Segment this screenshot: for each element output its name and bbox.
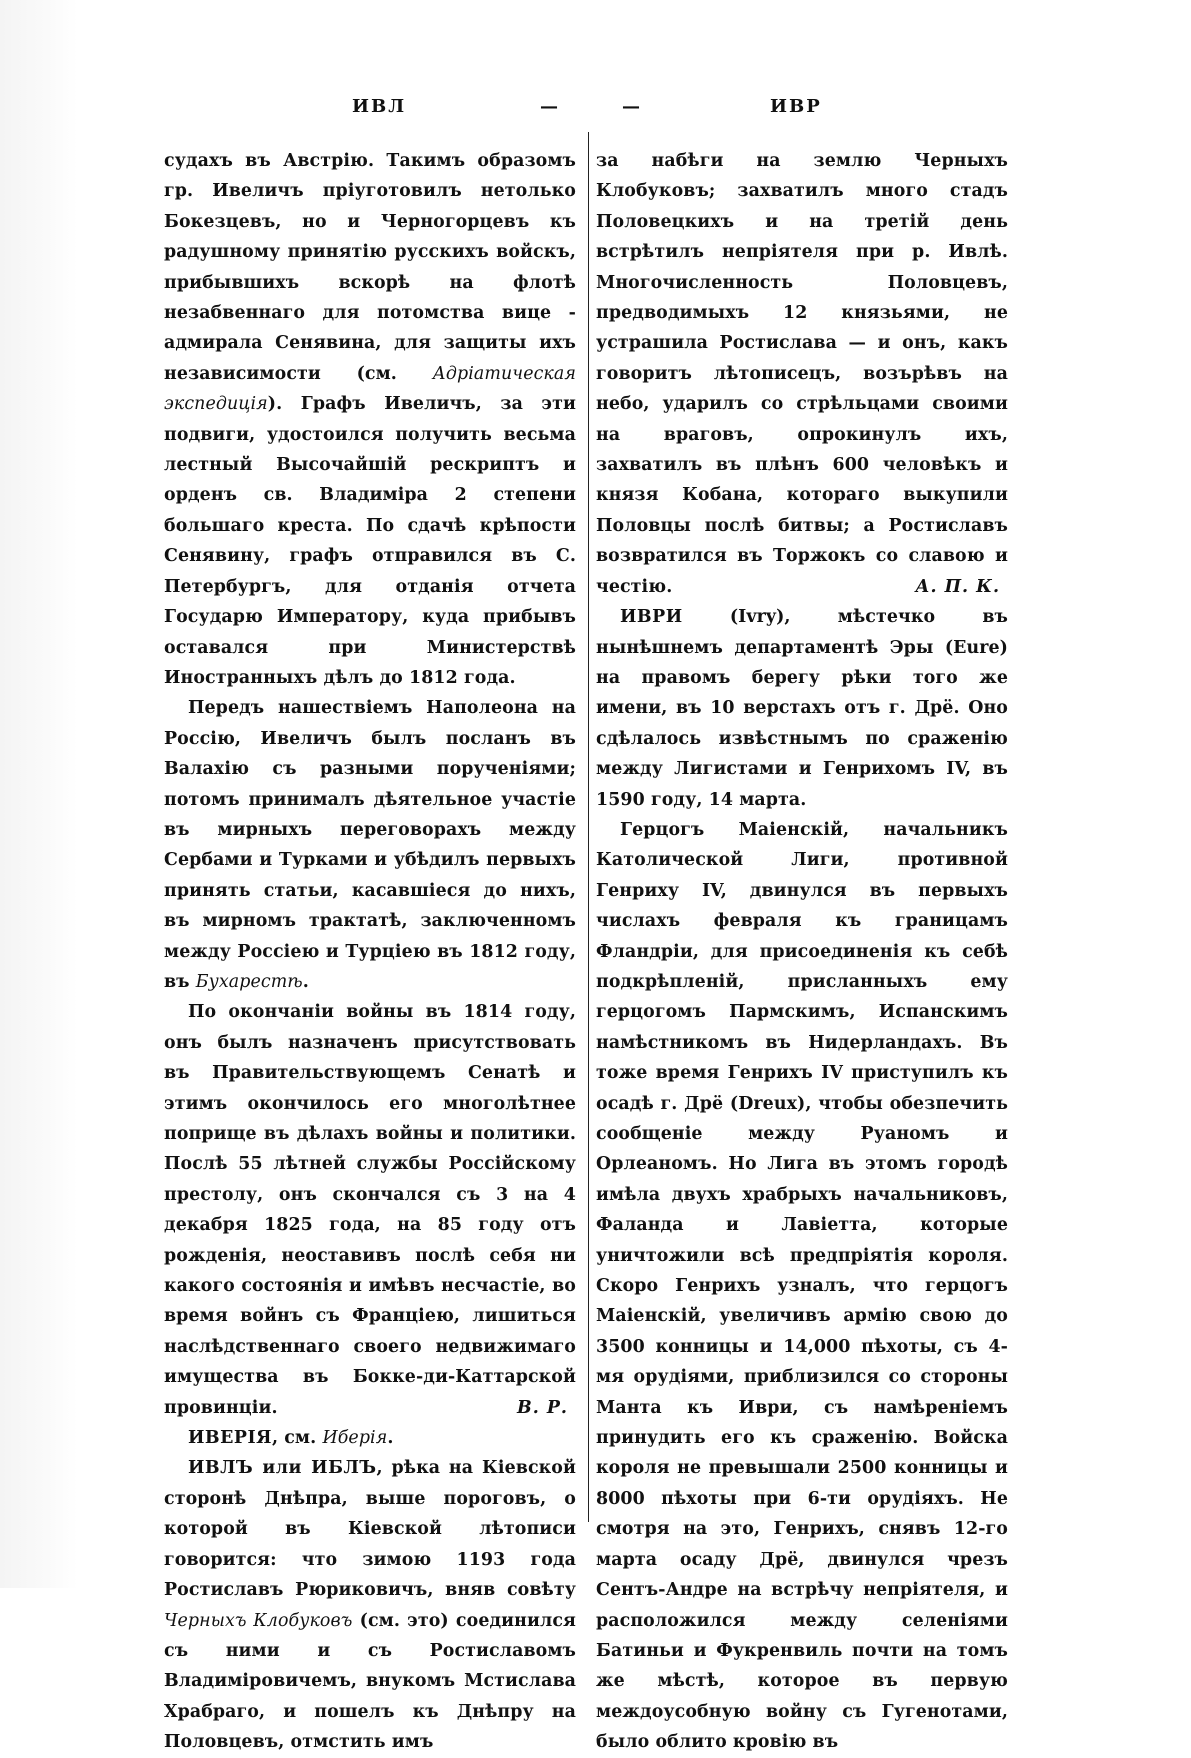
left-p5-end: (см. это) соединился съ ними и съ Ростиславомъ Владиміровичемъ, внукомъ Мстислава Храбраго, и пошелъ къ Днѣпру на Половцевъ, отмстить имъ — [164, 1610, 577, 1753]
right-p1-text: за набѣги на землю Черныхъ Клобуковъ; захватилъ много стадъ Половецкихъ и на третій день встрѣтилъ непріятеля при р. Ивлѣ. Многочисленность Половцевъ, предводимыхъ 12 князьями, не устрашила Ростислава — и онъ, какъ говоритъ лѣтописецъ, возърѣвъ на небо, ударилъ со стрѣльцами своими на враговъ, опрокинулъ ихъ, захватилъ въ плѣнъ 600 человѣкъ и князя Кобана, котораго выкупили Половцы послѣ битвы; а Ростиславъ возвратился въ Торжокъ со славою и честію. — [596, 151, 1008, 597]
left-p5-text: , рѣка на Кіевской сторонѣ Днѣпра, выше пороговъ, о которой въ Кіевской лѣтописи говорится: что зимою 1193 года Ростиславъ Рюриковичъ, вняв совѣту — [164, 1458, 576, 1601]
left-p2-italic: Бухарестѣ — [195, 971, 303, 992]
column-divider — [588, 132, 589, 1522]
running-header — [0, 96, 1191, 122]
left-paragraph-2 — [164, 693, 576, 997]
left-p3-text: По окончаніи войны въ 1814 году, онъ былъ назначенъ присутствовать въ Правительствующемъ Сенатѣ и этимъ окончилось его многолѣтнее поприще въ дѣлахъ войны и политики. Послѣ 55 лѣтней службы Россійскому престолу, онъ скончался съ 3 на 4 декабря 1825 года, на 85 году отъ рожденія, неоставивъ послѣ себя ни какого состоянія и имѣвъ несчастіе, во время войнъ съ Франціею, лишиться наслѣдственнаго своего недвижимаго имущества въ Бокке-ди-Каттарской провинціи. — [164, 1002, 576, 1418]
left-paragraph-1 — [164, 146, 576, 693]
left-paragraph-3 — [164, 997, 576, 1423]
left-p5-italic: Черныхъ Клобуковъ — [164, 1610, 353, 1631]
right-paragraph-2 — [596, 602, 1008, 815]
right-p2-text: (Ivry), мѣстечко въ нынѣшнемъ департаментѣ Эры (Eure) на правомъ берегу рѣки того же имени, въ 10 верстахъ отъ г. Дрё. Оно сдѣлалось извѣстнымъ по сраженію между Лигистами и Генрихомъ IV, въ 1590 году, 14 марта. — [596, 607, 1008, 810]
entry-head-ivl: ИВЛЪ или ИБЛЪ — [188, 1458, 377, 1479]
header-right-word: ИВР — [770, 96, 822, 117]
left-p1-text: судахъ въ Австрію. Такимъ образомъ гр. Ивеличъ пріуготовилъ нетолько Бокезцевъ, но и Черногорцевъ къ радушному принятію русскихъ войскъ, прибывшихъ вскорѣ на флотѣ незабвеннаго для потомства вице - адмирала Сенявина, для защиты ихъ независимости (см. — [164, 151, 576, 384]
header-left-word: ИВЛ — [352, 96, 407, 117]
left-paragraph-4 — [164, 1423, 576, 1453]
right-paragraph-1 — [596, 146, 1008, 602]
left-paragraph-5 — [164, 1453, 576, 1757]
left-p1-end: ). Графъ Ивеличъ, за эти подвиги, удостоился получить весьма лестный Высочайшій рескриптъ и орденъ св. Владиміра 2 степени большаго креста. По сдачѣ крѣпости Сенявину, графъ отправился въ С. Петербургъ, для отданія отчета Государю Императору, куда прибывъ оставался при Министерствѣ Иностранныхъ дѣлъ до 1812 года. — [164, 394, 576, 688]
left-p2-end: . — [302, 971, 309, 992]
header-dash-right: — — [622, 96, 642, 117]
left-p4-end: . — [387, 1428, 394, 1449]
left-column — [164, 146, 576, 1758]
right-p3-text: Герцогъ Маіенскій, начальникъ Католической Лиги, противной Генриху IV, двинулся въ первыхъ числахъ февраля къ границамъ Фландріи, для присоединенія къ себѣ подкрѣпленій, присланныхъ ему герцогомъ Пармскимъ, Испанскимъ намѣстникомъ въ Нидерландахъ. Въ тоже время Генрихъ IV приступилъ къ осадѣ г. Дрё (Dreux), чтобы обезпечить сообщеніе между Руаномъ и Орлеаномъ. Но Лига въ этомъ городѣ имѣла двухъ храбрыхъ начальниковъ, Фаланда и Лавіетта, которые уничтожили всѣ предпріятія короля. Скоро Генрихъ узналъ, что герцогъ Маіенскій, увеличивъ армію свою до 3500 конницы и 14,000 пѣхоты, съ 4-мя орудіями, приблизился со стороны Манта къ Иври, съ намѣреніемъ принудить его къ сраженію. Войска короля не превышали 2500 конницы и 8000 пѣхоты при 6-ти орудіяхъ. Не смотря на это, Генрихъ, снявъ 12-го марта осаду Дрё, двинулся чрезъ Сентъ-Андре на встрѣчу непріятеля, и расположился между селеніями Батиньи и Фукренвиль почти на томъ же мѣстѣ, которое въ первую междоусобную войну съ Гугенотами, было облито кровію въ — [596, 819, 1008, 1753]
left-p4-text: , см. — [271, 1428, 317, 1449]
entry-head-iveria: ИВЕРІЯ — [188, 1428, 272, 1449]
scan-page-edge — [0, 0, 78, 1588]
right-paragraph-3 — [596, 815, 1008, 1758]
left-p1-italic: Адріатическая экспедиція — [164, 363, 576, 415]
entry-head-ivri: ИВРИ — [620, 607, 683, 628]
left-p3-signature: В. Р. — [517, 1397, 568, 1418]
left-p2-text: Передъ нашествіемъ Наполеона на Россію, Ивеличъ былъ посланъ въ Валахію съ разными порученіями; потомъ принималъ дѣятельное участіе въ мирныхъ переговорахъ между Сербами и Турками и убѣдилъ первыхъ принять статьи, касавшіеся до нихъ, въ мирномъ трактатѣ, заключенномъ между Россіею и Турціею въ 1812 году, въ — [164, 698, 576, 992]
right-p1-signature: А. П. К. — [915, 576, 1000, 597]
left-p4-italic: Иберія — [322, 1428, 388, 1449]
right-column — [596, 146, 1008, 1758]
header-dash-left: — — [540, 96, 560, 117]
